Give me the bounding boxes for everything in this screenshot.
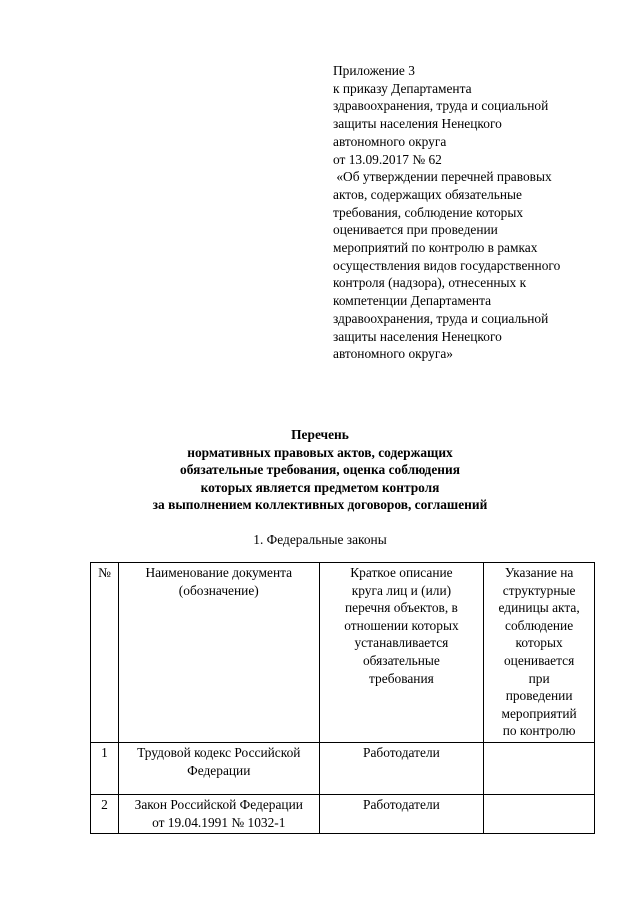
heading-line: нормативных правовых актов, содержащих	[187, 444, 453, 460]
heading-line: обязательные требования, оценка соблюдения	[180, 462, 460, 478]
row-num: 1	[91, 742, 119, 794]
appendix-line: требования, соблюдение которых	[333, 204, 524, 220]
row-name	[118, 742, 319, 794]
heading-line: Перечень	[291, 427, 349, 442]
header-name	[118, 563, 319, 743]
document-heading	[0, 426, 640, 514]
appendix-line: Приложение 3	[333, 63, 415, 78]
header-description	[319, 563, 484, 743]
acts-table	[90, 562, 595, 834]
heading-line: за выполнением коллективных договоров, соглашений	[152, 497, 488, 513]
header-name-line: Наименование документа	[145, 565, 293, 580]
header-description-line: требования	[369, 670, 434, 686]
header-reference-line: Указание на	[504, 565, 574, 580]
appendix-line: защиты населения Ненецкого	[333, 116, 502, 132]
row-num: 2	[91, 794, 119, 833]
row-name-line: от 19.04.1991 № 1032-1	[152, 814, 286, 830]
header-reference-line: при	[528, 670, 550, 686]
appendix-line: осуществления видов государственного	[333, 257, 561, 273]
appendix-line: здравоохранения, труда и социальной	[333, 98, 549, 114]
appendix-line: контроля (надзора), отнесенных к	[333, 275, 527, 291]
appendix-line: защиты населения Ненецкого	[333, 328, 502, 344]
table-header-row	[91, 563, 595, 743]
appendix-line: автономного округа»	[333, 346, 453, 362]
table-row	[91, 794, 595, 833]
row-reference	[484, 742, 595, 794]
table-row	[91, 742, 595, 794]
appendix-line: оценивается при проведении	[333, 222, 498, 238]
appendix-line: к приказу Департамента	[333, 80, 472, 96]
appendix-block	[333, 62, 628, 363]
appendix-line: мероприятий по контролю в рамках	[333, 240, 538, 256]
row-name-line: Федерации	[187, 762, 251, 778]
header-description-line: перечня объектов, в	[344, 600, 458, 616]
row-description: Работодатели	[319, 794, 484, 833]
appendix-line: автономного округа	[333, 133, 447, 149]
heading-line: которых является предметом контроля	[200, 479, 440, 495]
header-reference-line: структурные	[502, 582, 576, 598]
row-reference	[484, 794, 595, 833]
row-name-line: Трудовой кодекс Российской	[137, 744, 301, 760]
header-description-line: круга лиц и (или)	[351, 582, 452, 598]
row-description: Работодатели	[319, 742, 484, 794]
header-description-line: устанавливается	[354, 635, 449, 651]
header-reference-line: проведении	[505, 688, 573, 704]
appendix-line: «Об утверждении перечней правовых	[333, 169, 552, 185]
row-name	[118, 794, 319, 833]
header-reference	[484, 563, 595, 743]
appendix-line: от 13.09.2017 № 62	[333, 151, 442, 167]
header-reference-line: соблюдение	[505, 617, 574, 633]
header-reference-line: которых	[515, 635, 563, 651]
header-name-line: (обозначение)	[178, 582, 259, 598]
header-description-line: Краткое описание	[350, 565, 453, 580]
header-reference-line: мероприятий	[501, 705, 577, 721]
header-description-line: обязательные	[362, 652, 440, 668]
header-reference-line: оценивается	[503, 652, 575, 668]
appendix-line: компетенции Департамента	[333, 293, 492, 309]
header-reference-line: по контролю	[502, 723, 576, 739]
appendix-line: актов, содержащих обязательные	[333, 186, 522, 202]
header-num-label: №	[98, 565, 111, 580]
header-num	[91, 563, 119, 743]
appendix-line: здравоохранения, труда и социальной	[333, 310, 549, 326]
header-description-line: отношении которых	[344, 617, 459, 633]
row-name-line: Закон Российской Федерации	[134, 796, 303, 812]
section-title: 1. Федеральные законы	[253, 532, 387, 547]
header-reference-line: единицы акта,	[498, 600, 580, 616]
